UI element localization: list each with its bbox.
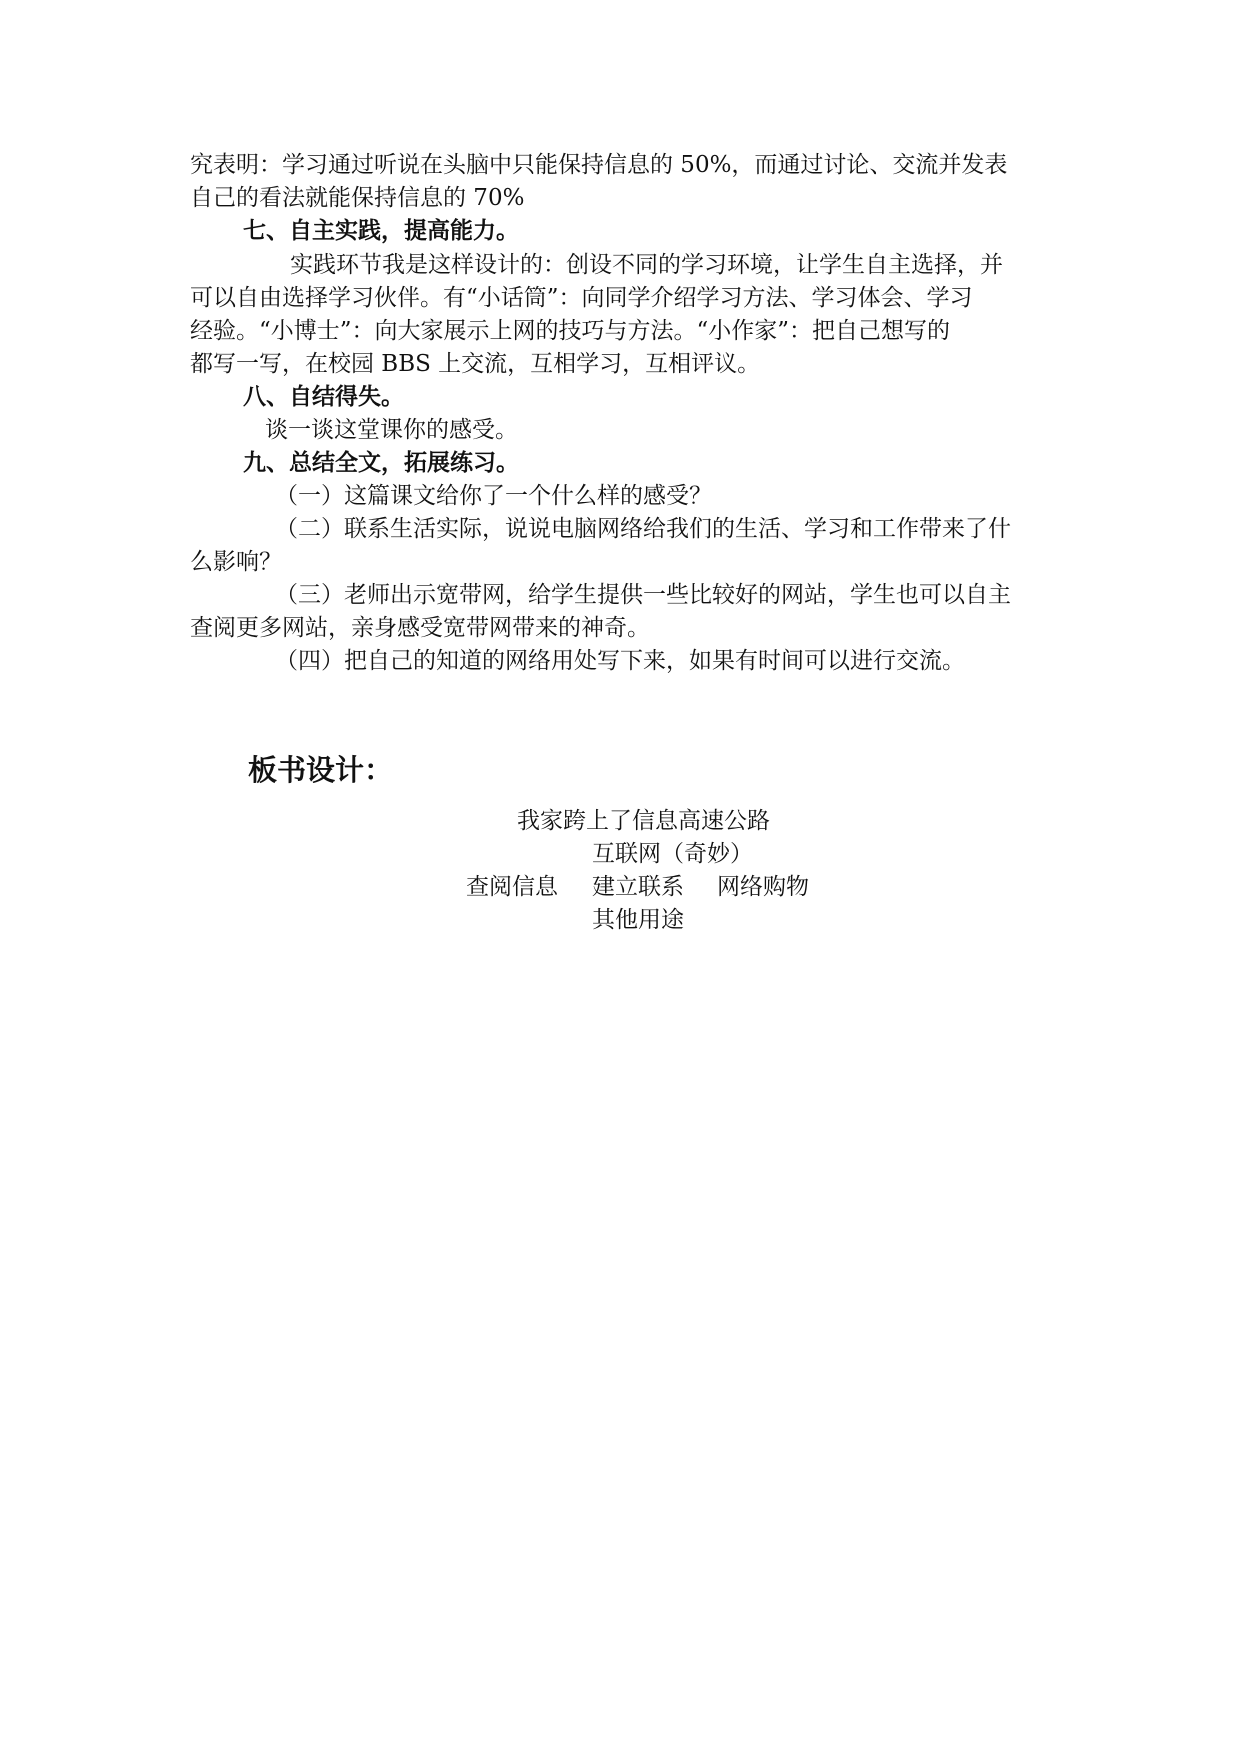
board-bottom-node: 其他用途 bbox=[592, 907, 684, 933]
list-item-1: （一）这篇课文给你了一个什么样的感受？ bbox=[275, 483, 712, 509]
list-item-3-cont: 查阅更多网站，亲身感受宽带网带来的神奇。 bbox=[190, 615, 650, 641]
paragraph-line: 谈一谈这堂课你的感受。 bbox=[265, 417, 518, 443]
section-heading-9: 九、总结全文，拓展练习。 bbox=[243, 449, 519, 476]
board-branch-2: 建立联系 bbox=[592, 874, 684, 900]
paragraph-line: 究表明：学习通过听说在头脑中只能保持信息的 50%，而通过讨论、交流并发表 bbox=[190, 152, 1008, 178]
board-design-title: 板书设计： bbox=[248, 753, 394, 787]
paragraph-line: 可以自由选择学习伙伴。有“小话筒”：向同学介绍学习方法、学习体会、学习 bbox=[190, 285, 973, 311]
list-item-2-cont: 么影响？ bbox=[190, 549, 282, 575]
board-branch-1: 查阅信息 bbox=[466, 874, 558, 900]
paragraph-line: 经验。“小博士”：向大家展示上网的技巧与方法。“小作家”：把自己想写的 bbox=[190, 318, 951, 344]
paragraph-line: 都写一写，在校园 BBS 上交流，互相学习，互相评议。 bbox=[190, 351, 761, 377]
board-branch-3: 网络购物 bbox=[717, 874, 809, 900]
paragraph-line: 实践环节我是这样设计的：创设不同的学习环境，让学生自主选择，并 bbox=[290, 252, 1003, 278]
section-heading-8: 八、自结得失。 bbox=[243, 383, 404, 410]
section-heading-7: 七、自主实践，提高能力。 bbox=[243, 217, 519, 244]
list-item-4: （四）把自己的知道的网络用处写下来，如果有时间可以进行交流。 bbox=[275, 648, 965, 674]
list-item-3: （三）老师出示宽带网，给学生提供一些比较好的网站，学生也可以自主 bbox=[275, 582, 1011, 608]
paragraph-line: 自己的看法就能保持信息的 70% bbox=[190, 185, 525, 211]
board-main-title: 我家跨上了信息高速公路 bbox=[517, 808, 770, 834]
board-center-node: 互联网（奇妙） bbox=[592, 841, 753, 867]
list-item-2: （二）联系生活实际，说说电脑网络给我们的生活、学习和工作带来了什 bbox=[275, 516, 1011, 542]
